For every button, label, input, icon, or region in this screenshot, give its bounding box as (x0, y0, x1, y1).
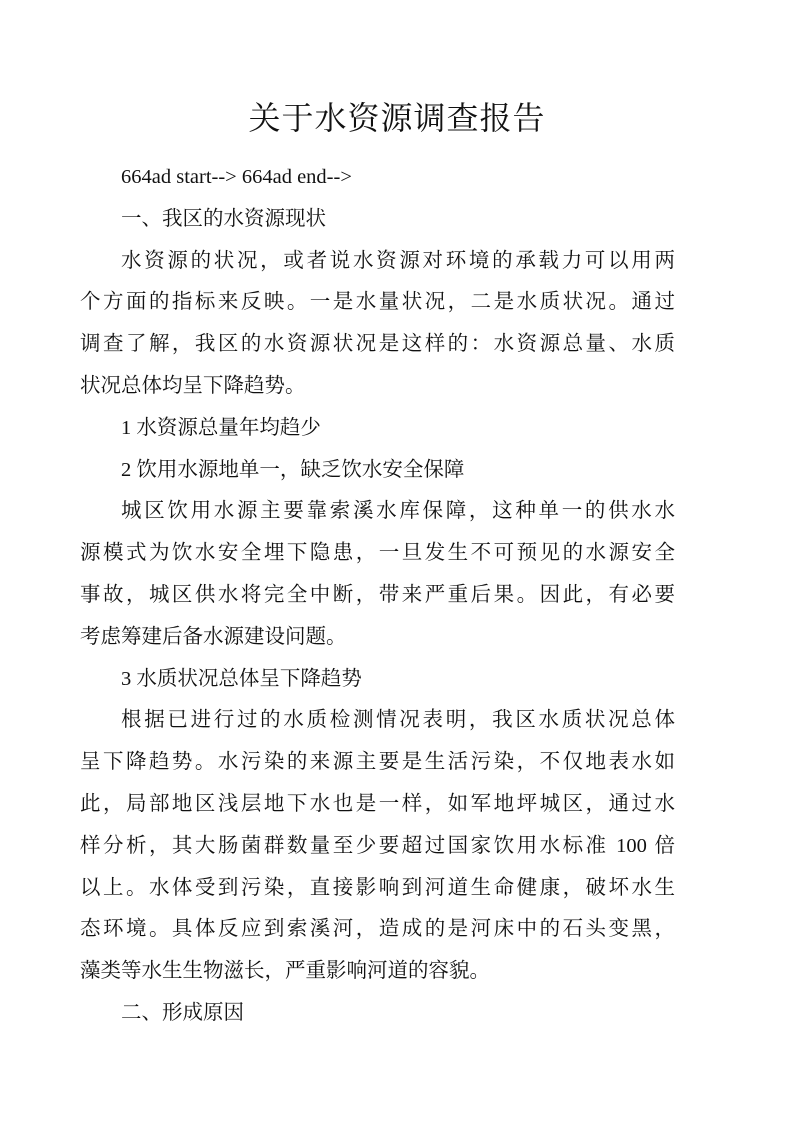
paragraph (80, 491, 675, 658)
paragraph (80, 241, 675, 408)
paragraph-line: 调查了解，我区的水资源状况是这样的：水资源总量、水质 (80, 333, 675, 356)
list-item: 2 饮用水源地单一，缺乏饮水安全保障 (121, 458, 465, 481)
paragraph-line: 水资源的状况，或者说水资源对环境的承载力可以用两 (121, 249, 675, 272)
document-body (80, 157, 675, 1035)
paragraph-line: 此，局部地区浅层地下水也是一样，如军地坪城区，通过水 (80, 792, 675, 815)
paragraph-line: 个方面的指标来反映。一是水量状况，二是水质状况。通过 (80, 291, 675, 314)
paragraph-line: 源模式为饮水安全埋下隐患，一旦发生不可预见的水源安全 (80, 542, 675, 565)
section-heading: 一、我区的水资源现状 (121, 207, 326, 230)
paragraph-line: 状况总体均呈下降趋势。 (80, 374, 306, 397)
paragraph-line: 事故，城区供水将完全中断，带来严重后果。因此，有必要 (80, 583, 675, 606)
paragraph-line: 态环境。具体反应到索溪河，造成的是河床中的石头变黑， (80, 918, 675, 941)
list-item: 1 水资源总量年均趋少 (121, 416, 321, 439)
document-title: 关于水资源调查报告 (248, 100, 546, 136)
paragraph (80, 700, 675, 993)
section-heading: 二、形成原因 (121, 1001, 244, 1024)
paragraph-line: 根据已进行过的水质检测情况表明，我区水质状况总体 (121, 709, 675, 732)
paragraph-line: 以上。水体受到污染，直接影响到河道生命健康，破坏水生 (80, 876, 675, 899)
ad-marker: 664ad start--> 664ad end--> (121, 166, 352, 188)
paragraph-line: 藻类等水生生物滋长，严重影响河道的容貌。 (80, 960, 490, 983)
paragraph-line: 呈下降趋势。水污染的来源主要是生活污染，不仅地表水如 (80, 751, 675, 774)
paragraph-line: 样分析，其大肠菌群数量至少要超过国家饮用水标准 100 倍 (80, 834, 675, 857)
list-item: 3 水质状况总体呈下降趋势 (121, 667, 362, 690)
paragraph-line: 考虑筹建后备水源建设问题。 (80, 625, 347, 648)
paragraph-line: 城区饮用水源主要靠索溪水库保障，这种单一的供水水 (121, 500, 675, 523)
